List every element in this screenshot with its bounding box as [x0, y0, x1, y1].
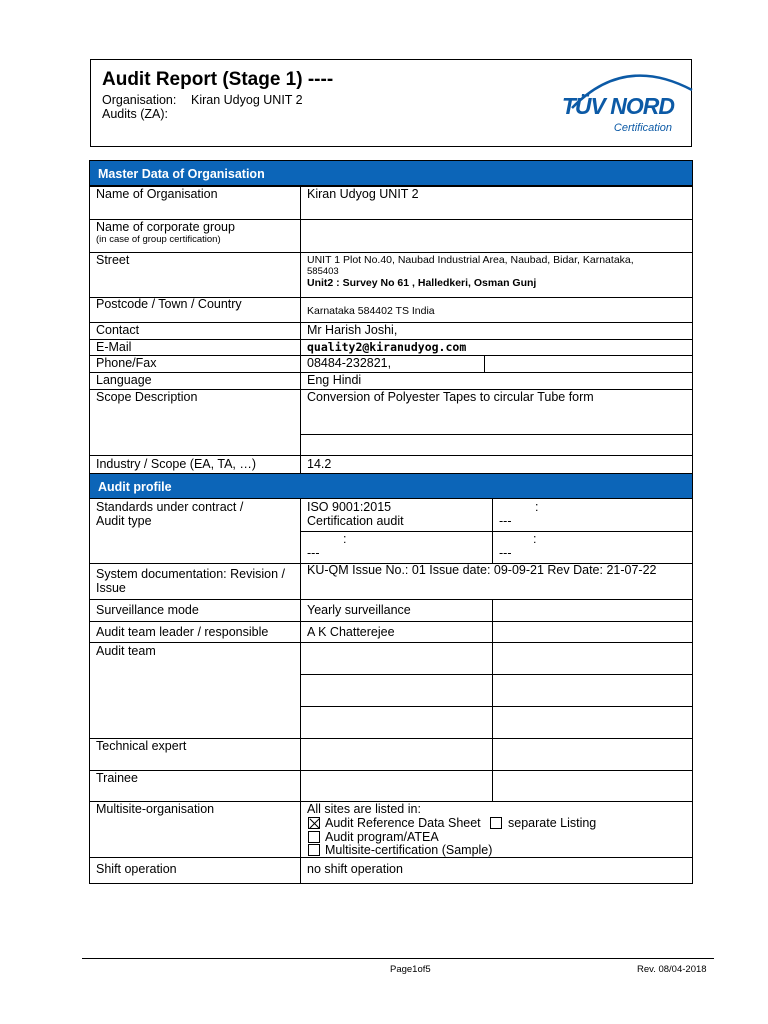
surveillance-label: Surveillance mode: [96, 603, 199, 617]
language-label: Language: [96, 373, 152, 387]
postcode-value: Karnataka 584402 TS India: [307, 305, 435, 317]
report-header: [90, 59, 692, 147]
street-line-3: Unit2 : Survey No 61 , Halledkeri, Osman Gunj: [307, 277, 537, 289]
shift-value: no shift operation: [307, 862, 403, 876]
sysdoc-label-1: System documentation: Revision /: [96, 567, 285, 581]
team-leader-value: A K Chatterejee: [307, 625, 395, 639]
organisation-value: Kiran Udyog UNIT 2: [191, 93, 303, 107]
standard-4-colon: :: [533, 532, 537, 546]
scope-value: Conversion of Polyester Tapes to circular Tube form: [307, 390, 594, 404]
multisite-label: Multisite-organisation: [96, 802, 215, 816]
street-label: Street: [96, 253, 130, 267]
tuv-nord-logo: [561, 93, 674, 138]
trainee-label: Trainee: [96, 771, 138, 785]
contact-value: Mr Harish Joshi,: [307, 323, 398, 337]
standard-2-colon: :: [535, 500, 539, 514]
email-value: quality2@kiranudyog.com: [307, 340, 467, 354]
section-title-master: Master Data of Organisation: [98, 167, 265, 181]
group-label: Name of corporate group: [96, 220, 235, 234]
logo-certification: Certification: [613, 122, 672, 134]
report-title: Audit Report (Stage 1) ----: [102, 69, 334, 90]
page-number: Page1of5: [390, 964, 431, 975]
reference-sheet-checkbox[interactable]: [308, 817, 320, 829]
audit-form: [89, 160, 693, 884]
logo-text: TÜV NORD: [561, 93, 674, 119]
standards-label-2: Audit type: [96, 514, 152, 528]
separate-listing-checkbox[interactable]: [490, 817, 502, 829]
postcode-label: Postcode / Town / Country: [96, 297, 242, 311]
multisite-intro: All sites are listed in:: [307, 802, 421, 816]
audits-label: Audits (ZA):: [102, 107, 168, 121]
sysdoc-label-2: Issue: [96, 581, 126, 595]
standard-4-type: ---: [499, 546, 512, 560]
multisite-cert-label: Multisite-certification (Sample): [325, 843, 493, 857]
group-note: (in case of group certification): [96, 234, 221, 245]
section-bar-master: [89, 160, 693, 186]
section-bar-audit: [89, 473, 693, 499]
standard-1-name: ISO 9001:2015: [307, 500, 392, 514]
organisation-label: Organisation:: [102, 93, 177, 107]
footer-divider: [82, 958, 714, 959]
audit-program-checkbox[interactable]: [308, 831, 320, 843]
scope-label: Scope Description: [96, 390, 198, 404]
street-line-2: 585403: [307, 266, 339, 277]
team-leader-label: Audit team leader / responsible: [96, 625, 269, 639]
revision-date: Rev. 08/04-2018: [637, 964, 707, 975]
industry-label: Industry / Scope (EA, TA, …): [96, 457, 257, 471]
audit-team-label: Audit team: [96, 644, 156, 658]
technical-expert-label: Technical expert: [96, 739, 187, 753]
surveillance-value: Yearly surveillance: [307, 603, 411, 617]
standard-3-colon: :: [343, 532, 347, 546]
multisite-cert-checkbox[interactable]: [308, 844, 320, 856]
section-title-audit: Audit profile: [98, 480, 172, 494]
language-value: Eng Hindi: [307, 373, 362, 387]
phone-label: Phone/Fax: [96, 356, 157, 370]
contact-label: Contact: [96, 323, 140, 337]
reference-sheet-label: Audit Reference Data Sheet: [325, 816, 481, 830]
shift-label: Shift operation: [96, 862, 177, 876]
audit-program-label: Audit program/ATEA: [325, 830, 439, 844]
phone-value: 08484-232821,: [307, 356, 392, 370]
standard-3-type: ---: [307, 546, 320, 560]
industry-value: 14.2: [307, 457, 332, 471]
standard-1-type: Certification audit: [307, 514, 404, 528]
standards-label-1: Standards under contract /: [96, 500, 244, 514]
email-label: E-Mail: [96, 340, 132, 354]
separate-listing-label: separate Listing: [508, 816, 597, 830]
org-name-value: Kiran Udyog UNIT 2: [307, 187, 419, 201]
standard-2-type: ---: [499, 514, 512, 528]
street-line-1: UNIT 1 Plot No.40, Naubad Industrial Area, Naubad, Bidar, Karnataka,: [307, 254, 634, 266]
org-name-label: Name of Organisation: [96, 187, 218, 201]
sysdoc-value: KU-QM Issue No.: 01 Issue date: 09-09-21 Rev Date: 21-07-22: [307, 563, 657, 577]
